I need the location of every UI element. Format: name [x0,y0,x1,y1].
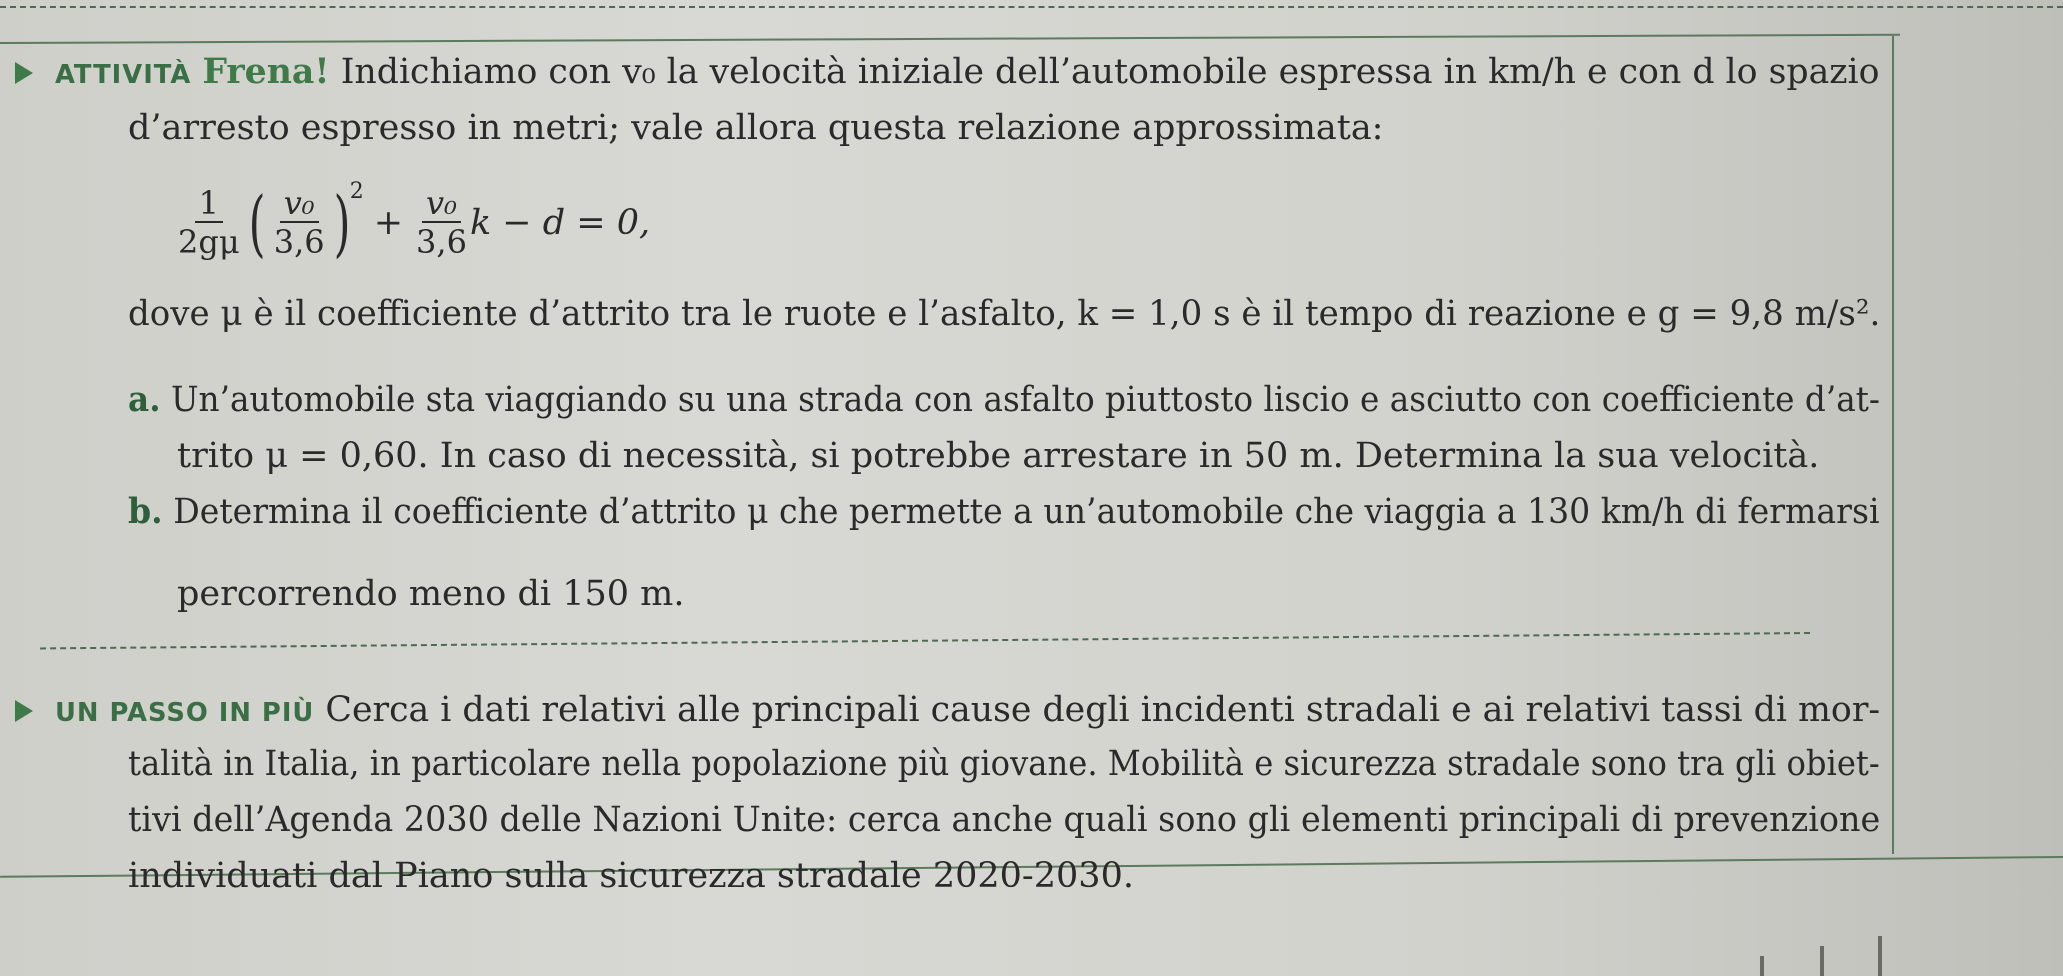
step-text-1: Cerca i dati relativi alle principali cause degli incidenti stradali e ai relativi tassi di mor- [325,690,1881,730]
formula-exponent: 2 [349,178,364,204]
stopping-formula [175,168,650,278]
middle-dashed-divider [40,632,1810,649]
formula-right-paren: ) [333,181,351,265]
item-b-line-1: b. Determina il coefficiente d’attrito μ che permette a un’automobile che viaggia a 130 km/h di fermarsi [128,491,1880,532]
activity-label: ATTIVITÀ [55,60,192,90]
ruler-tick [1878,936,1882,976]
ruler-tick [1820,946,1824,976]
item-a-line-1: a. Un’automobile sta viaggiando su una strada con asfalto piuttosto liscio e asciutto con coefficiente d’at- [128,379,1880,420]
step-arrow-icon [15,700,33,722]
box-right-border [1892,36,1894,854]
box-top-border [0,34,1900,44]
step-line-2: talità in Italia, in particolare nella popolazione più giovane. Mobilità e sicurezza stradale sono tra gli obiet- [128,744,1880,784]
activity-title: Frena! [202,51,330,92]
activity-arrow-icon [15,62,33,84]
ruler-tick [1760,956,1764,976]
formula-tail: k − d = 0, [469,203,651,243]
activity-line-2: d’arresto espresso in metri; vale allora questa relazione approssimata: [128,108,1384,148]
activity-text-1: Indichiamo con v₀ la velocità iniziale dell’automobile espressa in km/h e con d lo spazio [340,52,1880,92]
step-line-3: tivi dell’Agenda 2030 delle Nazioni Unite: cerca anche quali sono gli elementi principali di prevenzione [128,800,1881,840]
activity-line-1 [55,50,1880,97]
formula-fraction-1: $\frac{1}{2g\mu}$ [178,184,240,261]
item-a-line-2: trito μ = 0,60. In caso di necessità, si potrebbe arrestare in 50 m. Determina la sua velocità. [177,436,1820,476]
step-line-4: individuati dal Piano sulla sicurezza stradale 2020-2030. [128,856,1134,896]
item-b-line-2: percorrendo meno di 150 m. [177,574,685,614]
activity-line-3: dove μ è il coefficiente d’attrito tra le ruote e l’asfalto, k = 1,0 s è il tempo di reazione e g = 9,8 m/s². [128,294,1881,334]
step-label: UN PASSO IN PIÙ [55,698,315,728]
top-dashed-divider [0,6,2063,8]
formula-left-paren: ( [248,181,266,265]
step-line-1 [55,688,1880,735]
formula-fraction-3: $\frac{\text{v₀}}{3,6}$ [416,184,467,261]
formula-plus: + [373,203,404,243]
formula-fraction-2: $\frac{\text{v₀}}{3,6}$ [273,184,325,261]
item-a-letter: a. [128,379,161,420]
item-b-letter: b. [128,491,163,532]
